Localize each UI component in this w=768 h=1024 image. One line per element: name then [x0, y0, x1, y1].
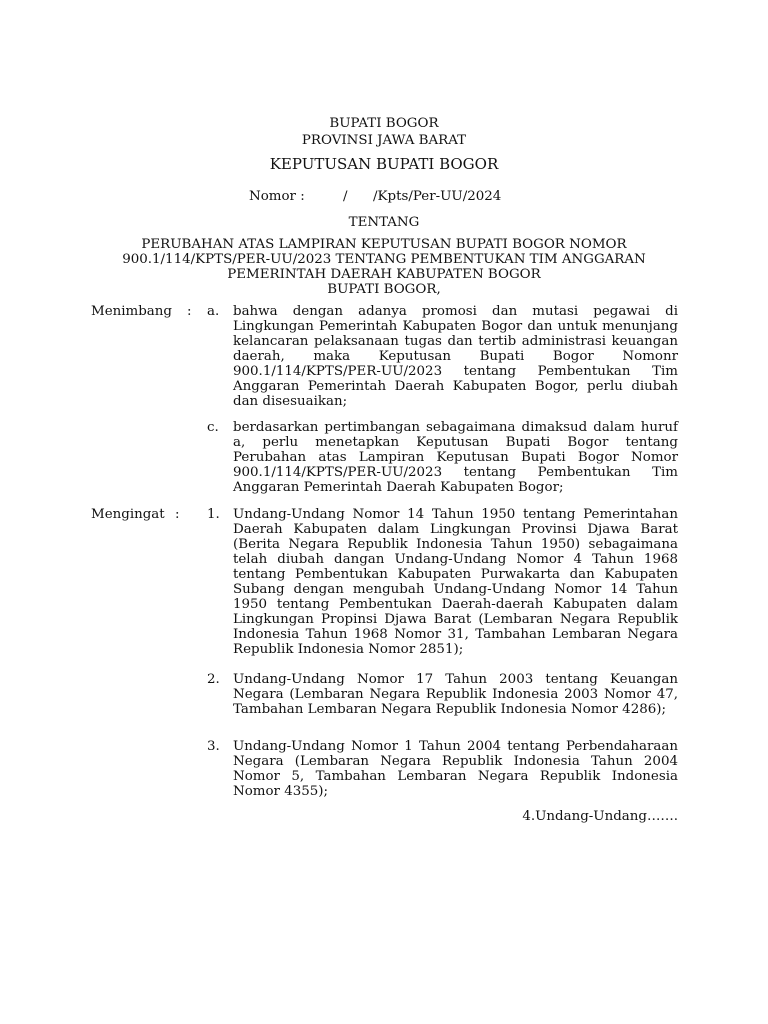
mengingat-marker-3: 3.	[207, 739, 220, 754]
mengingat-item-2: Undang-Undang Nomor 17 Tahun 2003 tentang Keuangan Negara (Lembaran Negara Republik Indonesia 2003 Nomor 47, Tambahan Lembaran Negara Republik Indonesia Nomor 4286);	[233, 672, 678, 717]
menimbang-item-c: berdasarkan pertimbangan sebagaimana dimaksud dalam huruf a, perlu menetapkan Keputusan Bupati Bogor tentang Perubahan atas Lampiran Keputusan Bupati Bogor Nomor 900.1/114/KPTS/PER-UU/2023 tentang Pembentukan Tim Anggaran Pemerintah Daerah Kabupaten Bogor;	[233, 420, 678, 495]
tentang-heading: TENTANG	[348, 215, 420, 230]
menimbang-item-a: bahwa dengan adanya promosi dan mutasi pegawai di Lingkungan Pemerintah Kabupaten Bogor dan untuk menunjang kelancaran pelaksanaan tugas dan tertib administrasi keuangan daerah, maka Keputusan Bupati Bogor Nomonr 900.1/114/KPTS/PER-UU/2023 tentang Pembentukan Tim Anggaran Pemerintah Daerah Kabupaten Bogor, perlu diubah dan disesuaikan;	[233, 304, 678, 409]
mengingat-marker-1: 1.	[207, 507, 220, 522]
menimbang-colon: :	[187, 304, 192, 319]
mengingat-colon: :	[175, 507, 180, 522]
decree-title: KEPUTUSAN BUPATI BOGOR	[269, 155, 499, 173]
regent-signature-line: BUPATI BOGOR,	[327, 282, 441, 297]
mengingat-marker-2: 2.	[207, 672, 220, 687]
regent-title: BUPATI BOGOR	[329, 116, 439, 131]
decree-number	[249, 189, 501, 204]
mengingat-item-3: Undang-Undang Nomor 1 Tahun 2004 tentang Perbendaharaan Negara (Lembaran Negara Republik Indonesia Tahun 2004 Nomor 5, Tambahan Lembaran Negara Republik Indonesia Nomor 4355);	[233, 739, 678, 799]
subject-line-3: PEMERINTAH DAERAH KABUPATEN BOGOR	[227, 267, 541, 282]
mengingat-label: Mengingat	[91, 507, 165, 522]
subject-line-1: PERUBAHAN ATAS LAMPIRAN KEPUTUSAN BUPATI BOGOR NOMOR	[141, 237, 627, 252]
nomor-label: Nomor :	[249, 189, 305, 204]
page-continuation: 4.Undang-Undang…….	[522, 809, 678, 824]
menimbang-label: Menimbang	[91, 304, 172, 319]
menimbang-marker-c: c.	[207, 420, 219, 435]
mengingat-item-1: Undang-Undang Nomor 14 Tahun 1950 tentang Pemerintahan Daerah Kabupaten dalam Lingkungan Provinsi Djawa Barat (Berita Negara Republik Indonesia Tahun 1950) sebagaimana telah diubah dangan Undang-Undang Nomor 4 Tahun 1968 tentang Pembentukan Kabupaten Purwakarta dan Kabupaten Subang dengan mengubah Undang-Undang Nomor 14 Tahun 1950 tentang Pembentukan Daerah-daerah Kabupaten dalam Lingkungan Propinsi Djawa Barat (Lembaran Negara Republik Indonesia Tahun 1968 Nomor 31, Tambahan Lembaran Negara Republik Indonesia Nomor 2851);	[233, 507, 678, 657]
menimbang-marker-a: a.	[207, 304, 220, 319]
province-title: PROVINSI JAWA BARAT	[301, 133, 467, 148]
nomor-value: / /Kpts/Per-UU/2024	[342, 189, 502, 204]
subject-line-2: 900.1/114/KPTS/PER-UU/2023 TENTANG PEMBENTUKAN TIM ANGGARAN	[122, 252, 646, 267]
